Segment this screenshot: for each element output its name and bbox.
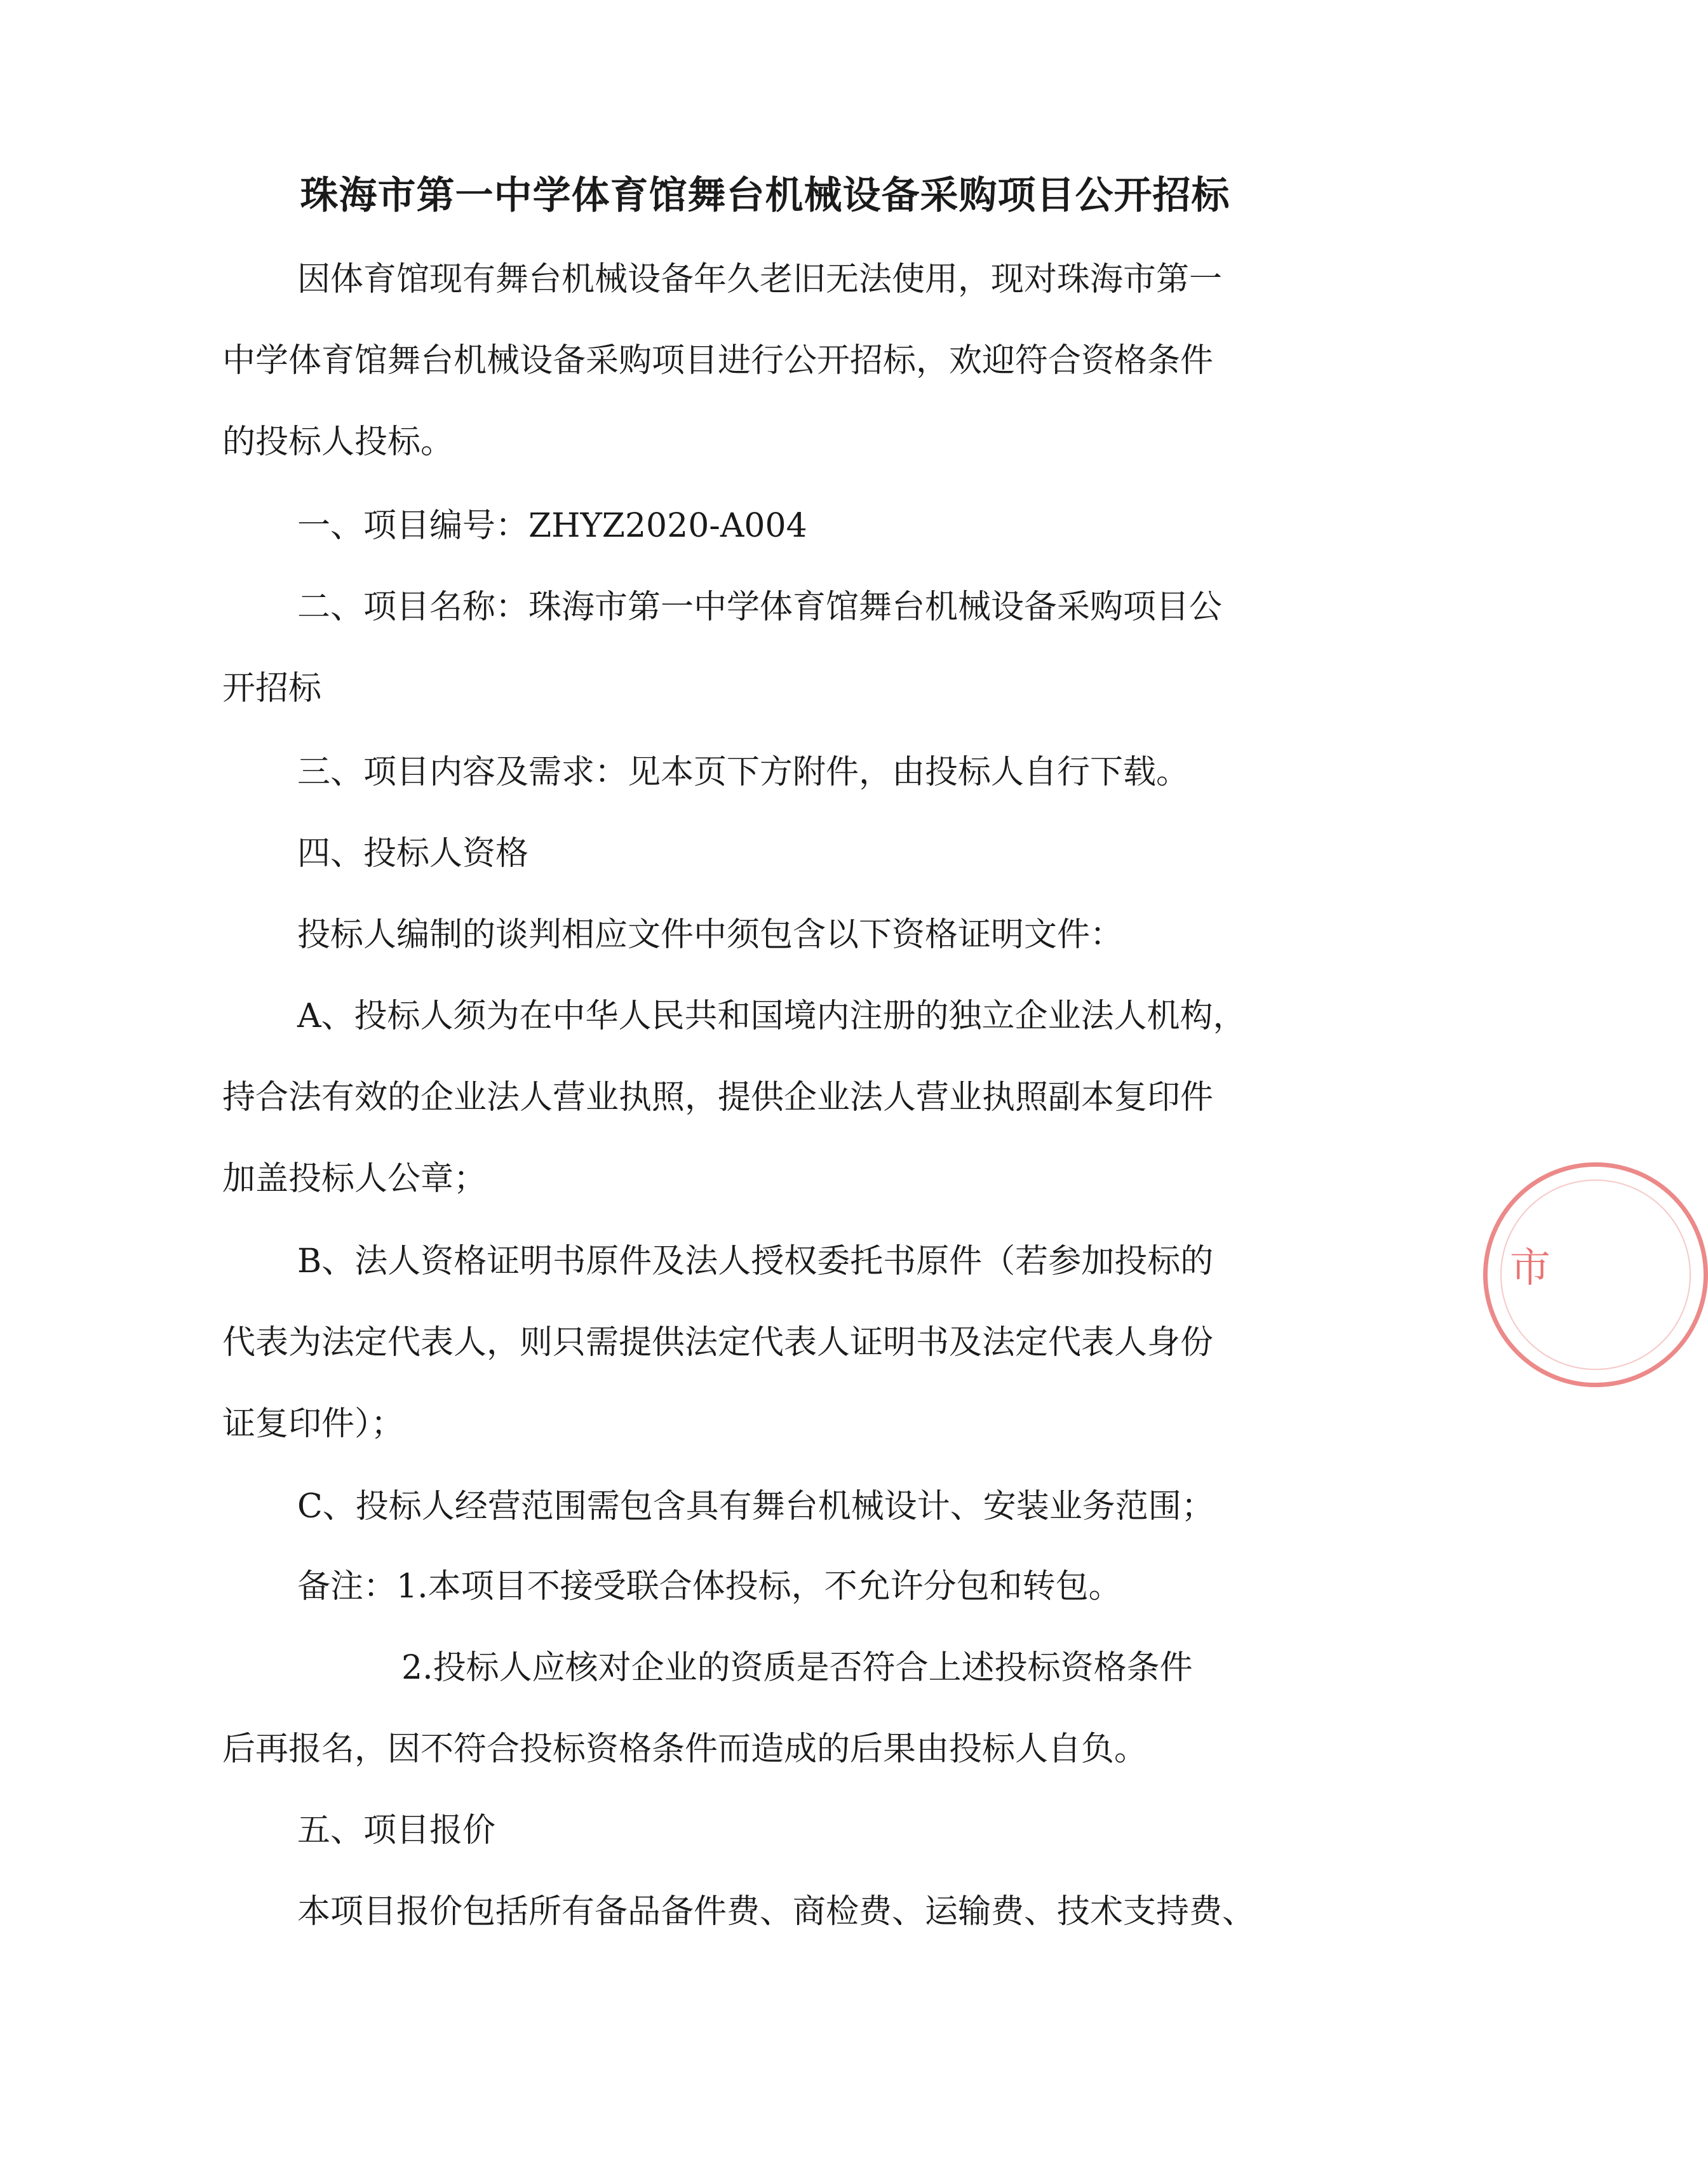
document-title: 珠海市第一中学体育馆舞台机械设备采购项目公开招标 — [300, 173, 1230, 218]
section-heading: 五、项目报价 — [297, 1811, 496, 1850]
paragraph-line: 的投标人投标。 — [222, 423, 454, 461]
project-name: 二、项目名称：珠海市第一中学体育馆舞台机械设备采购项目公 — [297, 588, 1223, 626]
note-2: 2.投标人应核对企业的资质是否符合上述投标资格条件 — [401, 1649, 1193, 1687]
paragraph-line: 加盖投标人公章； — [222, 1160, 487, 1198]
note-1: 备注：1.本项目不接受联合体投标，不允许分包和转包。 — [297, 1568, 1122, 1606]
paragraph-line: 证复印件）； — [222, 1405, 405, 1443]
section-heading: 四、投标人资格 — [297, 835, 529, 873]
paragraph-line: 中学体育馆舞台机械设备采购项目进行公开招标，欢迎符合资格条件 — [222, 342, 1214, 380]
paragraph-line: 代表为法定代表人，则只需提供法定代表人证明书及法定代表人身份 — [222, 1324, 1214, 1362]
paragraph-line: 后再报名，因不符合投标资格条件而造成的后果由投标人自负。 — [222, 1730, 1148, 1768]
requirement-c: C、投标人经营范围需包含具有舞台机械设计、安装业务范围； — [297, 1488, 1214, 1526]
paragraph-line: 开招标 — [222, 669, 322, 708]
project-number: 一、项目编号：ZHYZ2020-A004 — [297, 507, 807, 545]
requirement-a: A、投标人须为在中华人民共和国境内注册的独立企业法人机构， — [297, 997, 1246, 1035]
requirement-b: B、法人资格证明书原件及法人授权委托书原件（若参加投标的 — [297, 1242, 1214, 1280]
project-content: 三、项目内容及需求：见本页下方附件，由投标人自行下载。 — [297, 753, 1190, 791]
paragraph-line: 投标人编制的谈判相应文件中须包含以下资格证明文件： — [297, 916, 1124, 954]
paragraph-line: 本项目报价包括所有备品备件费、商检费、运输费、技术支持费、 — [297, 1893, 1256, 1931]
paragraph-line: 因体育馆现有舞台机械设备年久老旧无法使用，现对珠海市第一 — [297, 260, 1223, 299]
official-seal — [1483, 1162, 1708, 1387]
paragraph-line: 持合法有效的企业法人营业执照，提供企业法人营业执照副本复印件 — [222, 1078, 1214, 1117]
seal-text: 市 — [1510, 1245, 1550, 1292]
